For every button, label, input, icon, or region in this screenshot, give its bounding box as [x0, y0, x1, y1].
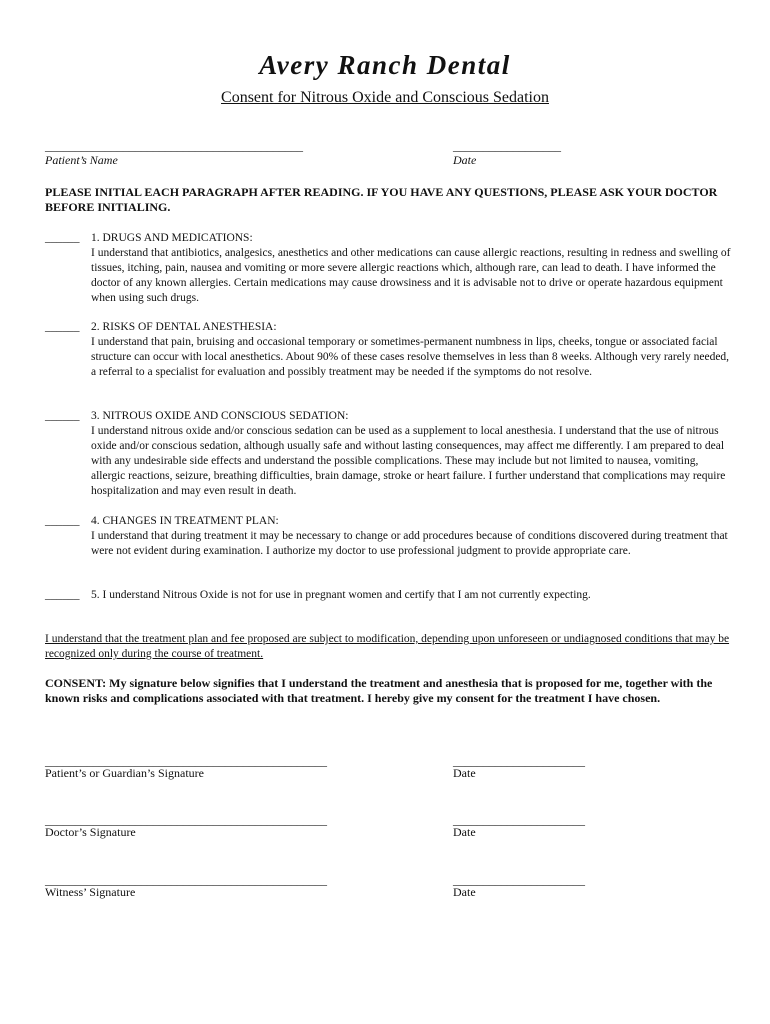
- paragraph-pregnancy: [45, 588, 735, 603]
- initial-blank[interactable]: ______: [45, 515, 80, 527]
- paragraph-text: I understand that during treatment it may be necessary to change or add procedures because of conditions discovered during treatment that were not evident during examination. I authorize my doctor to use professional judgment to provide appropriate care.: [91, 530, 728, 557]
- patient-name-field[interactable]: ___________________________________________: [45, 139, 303, 153]
- patient-signature-field[interactable]: _______________________________________________: [45, 754, 327, 768]
- paragraph-dental-anesthesia: [45, 320, 735, 380]
- initial-blank[interactable]: ______: [45, 321, 80, 333]
- paragraph-heading: 4. CHANGES IN TREATMENT PLAN:: [91, 515, 279, 527]
- witness-signature-label: Witness’ Signature: [45, 885, 136, 899]
- patient-signature-label: Patient’s or Guardian’s Signature: [45, 766, 204, 780]
- initial-blank[interactable]: ______: [45, 232, 80, 244]
- paragraph-text: I understand that pain, bruising and occasional temporary or sometimes-permanent numbness in lips, cheeks, tongue or associated facial structure can occur with local anesthetics. About 90% of these cases resolve themselves in less than 8 weeks. Although very rarely needed, a referral to a specialist for evaluation and possibly treatment may be needed if the symptoms do not resolve.: [91, 336, 730, 378]
- patient-name-label: Patient’s Name: [45, 153, 118, 167]
- paragraph-drugs-medications: [45, 231, 735, 306]
- date-field[interactable]: __________________: [453, 139, 561, 153]
- paragraph-heading: 2. RISKS OF DENTAL ANESTHESIA:: [91, 321, 277, 333]
- initial-blank[interactable]: ______: [45, 589, 80, 601]
- paragraph-heading: 3. NITROUS OXIDE AND CONSCIOUS SEDATION:: [91, 410, 349, 422]
- paragraph-heading: 1. DRUGS AND MEDICATIONS:: [91, 232, 253, 244]
- doctor-signature-field[interactable]: _______________________________________________: [45, 813, 327, 827]
- paragraph-heading: 5. I understand Nitrous Oxide is not for use in pregnant women and certify that I am not currently expecting.: [91, 589, 591, 601]
- form-subtitle: Consent for Nitrous Oxide and Conscious Sedation: [221, 89, 549, 106]
- date-label: Date: [453, 153, 477, 167]
- doctor-signature-date-field[interactable]: ______________________: [453, 813, 585, 827]
- treatment-plan-notice: I understand that the treatment plan and fee proposed are subject to modification, depending upon unforeseen or undiagnosed conditions that may be recognized only during the course of treatment.: [45, 633, 730, 660]
- witness-signature-date-field[interactable]: ______________________: [453, 873, 585, 887]
- paragraph-text: I understand nitrous oxide and/or conscious sedation can be used as a supplement to local anesthesia. I understand that the use of nitrous oxide and/or conscious sedation, although usually safe and without lasting consequences, may affect me differently. I am prepared to deal with any undesirable side effects and understand the possible complications. These may include but not limited to nausea, vomiting, allergic reactions, seizure, breathing difficulties, brain damage, stroke or heart failure. I further understand that complications may require hospitalization and may even result in death.: [91, 425, 726, 497]
- patient-signature-date-label: Date: [453, 766, 476, 780]
- initial-instructions: PLEASE INITIAL EACH PARAGRAPH AFTER READING. IF YOU HAVE ANY QUESTIONS, PLEASE ASK YOUR DOCTOR BEFORE INITIALING.: [45, 185, 718, 214]
- paragraph-text: I understand that antibiotics, analgesics, anesthetics and other medications can cause allergic reactions, resulting in redness and swelling of tissues, itching, pain, nausea and vomiting or more severe allergic reactions which, although rare, can lead to death. I have informed the doctor of any known allergies. Certain medications may cause drowsiness and it is advisable not to drive or operate hazardous equipment when using such drugs.: [91, 247, 731, 304]
- consent-statement: CONSENT: My signature below signifies that I understand the treatment and anesthesia that is proposed for me, together with the known risks and complications associated with that treatment. I hereby give my consent for the treatment I have chosen.: [45, 676, 713, 705]
- patient-signature-date-field[interactable]: ______________________: [453, 754, 585, 768]
- practice-title: Avery Ranch Dental: [259, 50, 511, 80]
- paragraph-nitrous-sedation: [45, 409, 735, 499]
- paragraph-treatment-changes: [45, 514, 735, 559]
- witness-signature-field[interactable]: _______________________________________________: [45, 873, 327, 887]
- initial-blank[interactable]: ______: [45, 410, 80, 422]
- witness-signature-date-label: Date: [453, 885, 476, 899]
- doctor-signature-label: Doctor’s Signature: [45, 825, 136, 839]
- doctor-signature-date-label: Date: [453, 825, 476, 839]
